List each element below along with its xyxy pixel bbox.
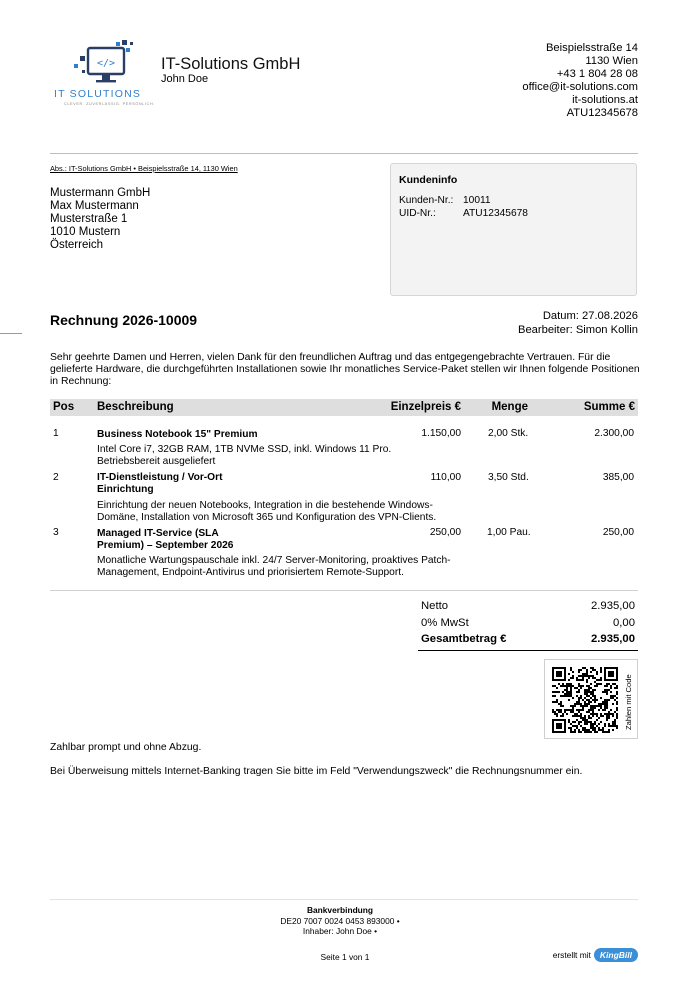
customer-number-row [399, 194, 628, 207]
tax-label: 0% MwSt [421, 616, 469, 629]
payment-qr-box [544, 659, 638, 739]
payment-reference-note: Bei Überweisung mittels Internet-Banking tragen Sie bitte im Feld "Verwendungszweck" die Rechnungsnummer ein. [50, 766, 583, 777]
invoice-agent: Bearbeiter: Simon Kollin [517, 323, 638, 336]
net-row [418, 600, 638, 617]
company-logo [50, 38, 160, 110]
tax-row [418, 617, 638, 634]
row-title: Managed IT-Service (SLA [97, 528, 219, 539]
row-title-continued: Einrichtung [97, 484, 154, 495]
company-uid: ATU12345678 [566, 106, 638, 119]
company-contact-person: John Doe [161, 73, 209, 85]
net-label: Netto [421, 600, 449, 612]
row-title: IT-Dienstleistung / Vor-Ort [97, 472, 223, 483]
recipient-street: Musterstraße 1 [50, 213, 128, 225]
company-street: Beispielsstraße 14 [545, 42, 638, 54]
row-unit-price: 250,00 [429, 527, 461, 538]
qr-label: Zahlen mit Code [624, 674, 633, 730]
row-pos: 1 [53, 428, 59, 439]
row-sum: 385,00 [602, 472, 634, 483]
recipient-city: 1010 Mustern [50, 226, 121, 238]
fold-mark [0, 333, 22, 334]
row-description: Intel Core i7, 32GB RAM, 1TB NVMe SSD, inkl. Windows 11 Pro. Betriebsbereit ausgeliefert [97, 444, 392, 467]
row-unit-price: 1.150,00 [421, 428, 461, 439]
company-website: it-solutions.at [572, 93, 638, 106]
gross-label: Gesamtbetrag € [421, 633, 507, 645]
row-pos: 2 [53, 472, 59, 483]
customer-number-value: 10011 [463, 195, 491, 206]
customer-info-box [390, 163, 637, 296]
table-header [50, 399, 638, 416]
qr-label-wrapper [621, 664, 635, 734]
row-pos: 3 [53, 527, 59, 538]
monitor-code-icon [50, 38, 160, 88]
row-description: Einrichtung der neuen Notebooks, Integration in die bestehende Windows-Domäne, Installation von Microsoft 365 und Konfiguration des VPN-Clients. [97, 500, 437, 523]
recipient-address [50, 187, 150, 252]
bank-iban: DE20 7007 0024 0453 893000 • [280, 915, 400, 926]
customer-number-label: Kunden-Nr.: [399, 195, 454, 206]
made-with-label: erstellt mit [552, 950, 591, 960]
row-quantity: 3,50 Std. [488, 472, 529, 483]
col-qty-header: Menge [491, 401, 528, 413]
col-pos-header: Pos [53, 401, 75, 413]
bank-details [190, 905, 490, 937]
invoice-meta [518, 310, 638, 337]
invoice-date: Datum: 27.08.2026 [542, 310, 638, 322]
gross-row [418, 633, 638, 651]
company-phone: +43 1 804 28 08 [556, 67, 638, 80]
recipient-company: Mustermann GmbH [50, 187, 151, 199]
bank-owner: Inhaber: John Doe • [302, 926, 378, 937]
row-sum: 2.300,00 [594, 428, 634, 439]
company-name: IT-Solutions GmbH [161, 55, 301, 73]
net-value: 2.935,00 [591, 600, 635, 612]
col-sum-header: Summe € [583, 401, 635, 413]
customer-uid-label: UID-Nr.: [399, 208, 436, 219]
table-divider [50, 590, 638, 591]
customer-uid-value: ATU12345678 [463, 208, 528, 219]
company-city: 1130 Wien [585, 54, 638, 67]
made-with [553, 948, 638, 962]
recipient-person: Max Mustermann [50, 200, 139, 212]
intro-text: Sehr geehrte Damen und Herren, vielen Dank für den freundlichen Auftrag und das entgegengebrachte Vertrauen. Für die gelieferte Hardware, die durchgeführten Installationen sowie Ihr monatliches Service-Paket stellen wir Ihnen folgende Positionen in Rechnung: [50, 352, 640, 387]
company-email: office@it-solutions.com [522, 80, 638, 93]
row-sum: 250,00 [602, 527, 634, 538]
recipient-country: Österreich [50, 239, 104, 251]
row-description: Monatliche Wartungspauschale inkl. 24/7 Server-Monitoring, proaktives Patch-Management, Endpoint-Antivirus und priorisiertem Remote-Support. [97, 555, 451, 578]
company-address-block [522, 42, 638, 119]
col-price-header: Einzelpreis € [390, 401, 461, 413]
col-desc-header: Beschreibung [97, 401, 174, 413]
customer-uid-row [399, 207, 628, 220]
sender-line: Abs.: IT-Solutions GmbH • Beispielsstraße 14, 1130 Wien [50, 164, 238, 173]
kingbill-logo[interactable]: KingBill [594, 948, 638, 962]
payment-terms: Zahlbar prompt und ohne Abzug. [50, 742, 202, 753]
bank-title: Bankverbindung [306, 905, 374, 915]
row-quantity: 2,00 Stk. [488, 428, 529, 439]
row-title: Business Notebook 15" Premium [97, 429, 258, 440]
logo-text: IT SOLUTIONS [54, 88, 142, 100]
tax-value: 0,00 [613, 616, 635, 629]
customer-info-title: Kundeninfo [399, 174, 458, 186]
gross-value: 2.935,00 [591, 633, 635, 645]
row-quantity: 1,00 Pau. [487, 527, 531, 538]
page-number: Seite 1 von 1 [320, 952, 370, 962]
invoice-title: Rechnung 2026-10009 [50, 312, 198, 328]
row-title-continued: Premium) – September 2026 [97, 540, 234, 551]
header-divider [50, 153, 638, 154]
totals-block [418, 600, 638, 651]
qr-code-icon [552, 667, 618, 733]
footer-divider [50, 899, 638, 900]
svg-text:</>: </> [96, 58, 116, 69]
logo-tagline: CLEVER. ZUVERLÄSSIG. PERSÖNLICH. [64, 102, 155, 106]
row-unit-price: 110,00 [430, 472, 461, 483]
